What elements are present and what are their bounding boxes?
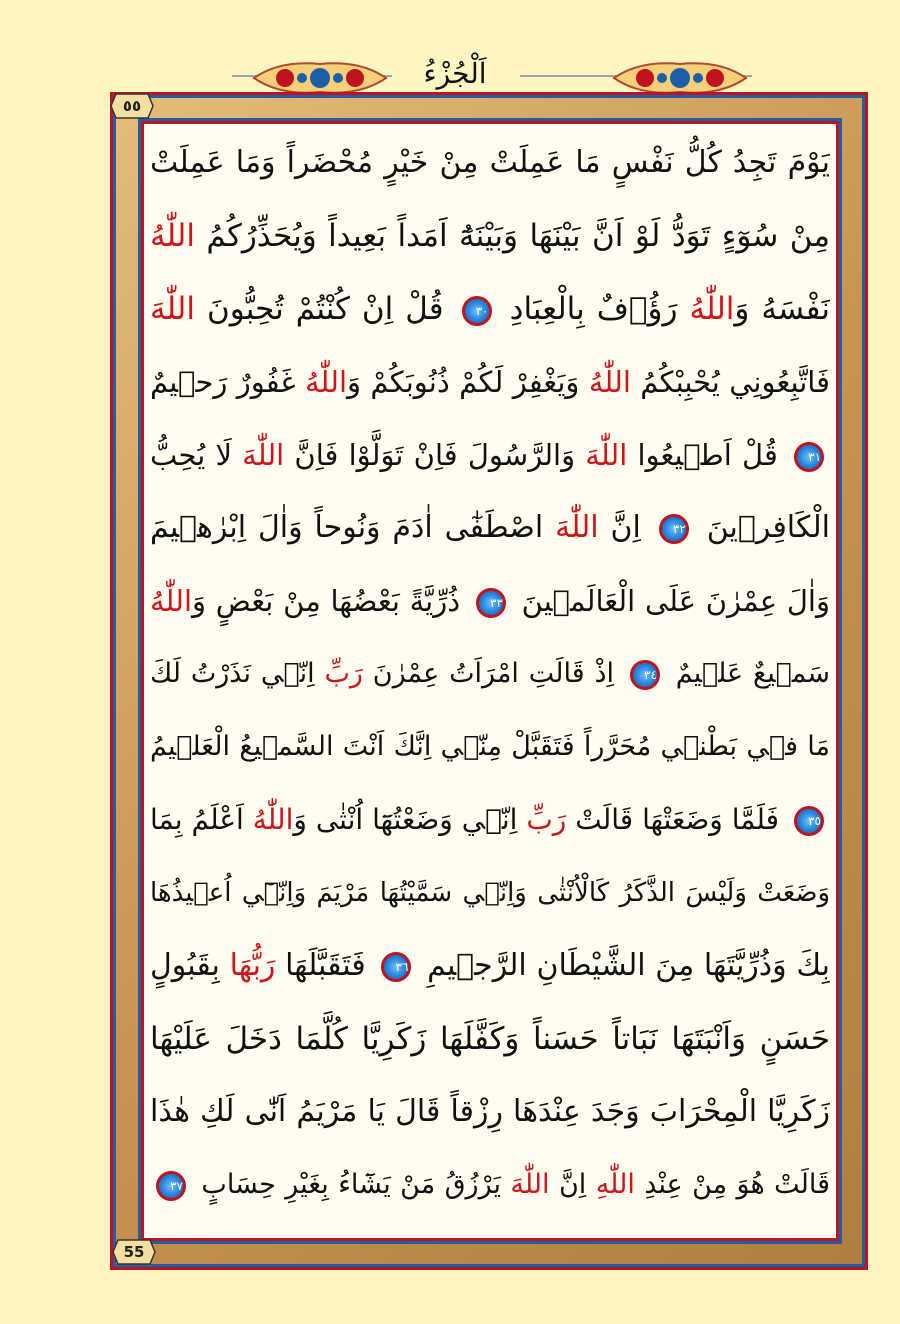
verse-line bbox=[150, 274, 830, 344]
divine-name-text: اللّٰهَ bbox=[150, 291, 195, 327]
page-header bbox=[0, 0, 900, 100]
divine-name-text: اللّٰهِ bbox=[595, 1169, 635, 1200]
verse-text: حَسَنٍ وَاَنْبَتَهَا نَبَاتاً حَسَناً وَكَفَّلَهَا زَكَرِيَّا كُلَّمَا دَخَلَ عَلَيْهَا bbox=[150, 1021, 830, 1057]
verse-text: بِقَبُولٍ bbox=[150, 948, 230, 983]
verse-text: اِذْ قَالَتِ امْرَاَتُ عِمْرٰنَ bbox=[362, 658, 624, 689]
verse-text: سَم۪يعٌ عَل۪يمٌ bbox=[665, 658, 830, 689]
verse-line bbox=[150, 493, 830, 563]
divine-name-text: رَبِّ bbox=[324, 658, 363, 689]
divine-name-text: رَبِّ bbox=[526, 803, 567, 836]
verse-line bbox=[150, 1077, 830, 1147]
verse-text: اصْطَفٰٓى اٰدَمَ وَنُوحاً وَاٰلَ اِبْرٰه۪يمَ bbox=[150, 510, 556, 545]
verse-text: مِنْ سُوٓءٍ تَوَدُّ لَوْ اَنَّ بَيْنَهَا وَبَيْنَهُٓ اَمَداً بَعِيداً وَيُحَذِّرُكُمُ bbox=[194, 218, 830, 254]
verse-text: ذُرِّيَّةً بَعْضُهَا مِنْ بَعْضٍ وَ bbox=[192, 584, 470, 618]
divine-name-text: اللّٰهَ bbox=[585, 438, 628, 472]
divine-name-text: اللّٰهُ bbox=[150, 584, 193, 618]
verse-line bbox=[150, 420, 830, 490]
verse-text: وَالرَّسُولَ فَاِنْ تَوَلَّوْا فَاِنَّ bbox=[284, 438, 586, 472]
ayah-number-marker: ٣٣ bbox=[476, 588, 506, 618]
ayah-number-marker: ٣٥ bbox=[794, 806, 824, 836]
divine-name-text: اللّٰهُ bbox=[252, 803, 294, 836]
verse-text: الْكَافِر۪ينَ bbox=[694, 510, 830, 545]
divine-name-text: اللّٰهُ bbox=[304, 365, 348, 399]
verse-line bbox=[150, 1004, 830, 1074]
verse-text: وَاٰلَ عِمْرٰنَ عَلَى الْعَالَم۪ينَ bbox=[511, 584, 830, 618]
verse-text: لَا يُحِبُّ bbox=[150, 438, 243, 472]
quran-text-block bbox=[150, 128, 830, 1228]
verse-line bbox=[150, 639, 830, 709]
verse-text: قُلْ اَط۪يعُوا bbox=[627, 438, 789, 472]
verse-text: اِنَّ bbox=[549, 1169, 596, 1200]
page-number-top-label: ٥٥ bbox=[122, 97, 142, 115]
divine-name-text: اللّٰهُ bbox=[689, 291, 735, 327]
verse-text: اِنّ۪ي نَذَرْتُ لَكَ bbox=[150, 658, 325, 689]
verse-text: زَكَرِيَّا الْمِحْرَابَ وَجَدَ عِنْدَهَا رِزْقاً قَالَ يَا مَرْيَمُ اَنّٰى لَكِ هٰذَا bbox=[150, 1094, 830, 1129]
verse-line bbox=[150, 128, 830, 198]
ayah-number-marker: ٣٤ bbox=[630, 660, 660, 690]
verse-text: اَعْلَمُ بِمَا bbox=[150, 803, 253, 836]
verse-line bbox=[150, 931, 830, 1001]
divine-name-text: اللّٰهُ bbox=[588, 365, 631, 399]
ayah-number-marker: ٣٢ bbox=[659, 514, 689, 544]
page-number-bottom bbox=[112, 1238, 156, 1266]
divine-name-text: اللّٰهَ bbox=[510, 1169, 550, 1200]
divine-name-text: اللّٰهَ bbox=[555, 510, 599, 545]
verse-line bbox=[150, 858, 830, 928]
divine-name-text: رَبُّهَا bbox=[229, 948, 276, 983]
verse-text: قَالَتْ هُوَ مِنْ عِنْدِ bbox=[634, 1169, 830, 1200]
ayah-number-marker: ٣٧ bbox=[156, 1171, 186, 1201]
verse-line bbox=[150, 1150, 830, 1220]
verse-text: يَوْمَ تَجِدُ كُلُّ نَفْسٍ مَا عَمِلَتْ مِنْ خَيْرٍ مُحْضَراً وَمَا عَمِلَتْ bbox=[150, 145, 830, 180]
divine-name-text: اللّٰهَ bbox=[242, 438, 285, 472]
verse-line bbox=[150, 785, 830, 855]
verse-text: فَتَقَبَّلَهَا bbox=[275, 948, 376, 983]
verse-line bbox=[150, 566, 830, 636]
page-number-bottom-label: 55 bbox=[123, 1243, 145, 1261]
page-number-top bbox=[110, 92, 154, 120]
divine-name-text: اللّٰهُ bbox=[150, 218, 195, 254]
ayah-number-marker: ٣١ bbox=[794, 442, 824, 472]
ayah-number-marker: ٣٠ bbox=[462, 296, 492, 326]
ayah-number-marker: ٣٦ bbox=[381, 952, 411, 982]
verse-text: نَفْسَهُ وَ bbox=[734, 291, 830, 327]
verse-text: رَؤُ۫فٌ بِالْعِبَادِ bbox=[497, 291, 690, 327]
verse-line bbox=[150, 347, 830, 417]
verse-text: بِكَ وَذُرِّيَّتَهَا مِنَ الشَّيْطَانِ الرَّج۪يمِ bbox=[417, 948, 830, 983]
verse-text: قُلْ اِنْ كُنْتُمْ تُحِبُّونَ bbox=[194, 291, 456, 327]
verse-line bbox=[150, 201, 830, 271]
verse-text: يَرْزُقُ مَنْ يَشَٓاءُ بِغَيْرِ حِسَابٍ bbox=[192, 1169, 511, 1200]
verse-text: فَاتَّبِعُونِي يُحْبِبْكُمُ bbox=[630, 365, 830, 399]
verse-text: فَلَمَّا وَضَعَتْهَا قَالَتْ bbox=[566, 803, 788, 836]
verse-line bbox=[150, 712, 830, 782]
verse-text: وَضَعَتْ وَلَيْسَ الذَّكَرُ كَالْاُنْثٰى وَاِنّ۪ي سَمَّيْتُهَا مَرْيَمَ وَاِنّ۪ٓي اُع۪يذُهَا bbox=[150, 878, 830, 908]
verse-text: اِنَّ bbox=[598, 510, 653, 545]
verse-text: مَا ف۪ي بَطْن۪ي مُحَرَّراً فَتَقَبَّلْ مِنّ۪ي اِنَّكَ اَنْتَ السَّم۪يعُ الْعَل۪يمُ bbox=[150, 731, 830, 762]
verse-text: اِنّ۪ي وَضَعْتُهَٓا اُنْثٰى وَ bbox=[293, 803, 527, 836]
verse-text: وَيَغْفِرْ لَكُمْ ذُنُوبَكُمْ وَ bbox=[347, 365, 589, 399]
verse-text: غَفُورٌ رَح۪يمٌ bbox=[150, 365, 305, 399]
juz-title: اَلْجُزْءُ bbox=[423, 57, 487, 90]
